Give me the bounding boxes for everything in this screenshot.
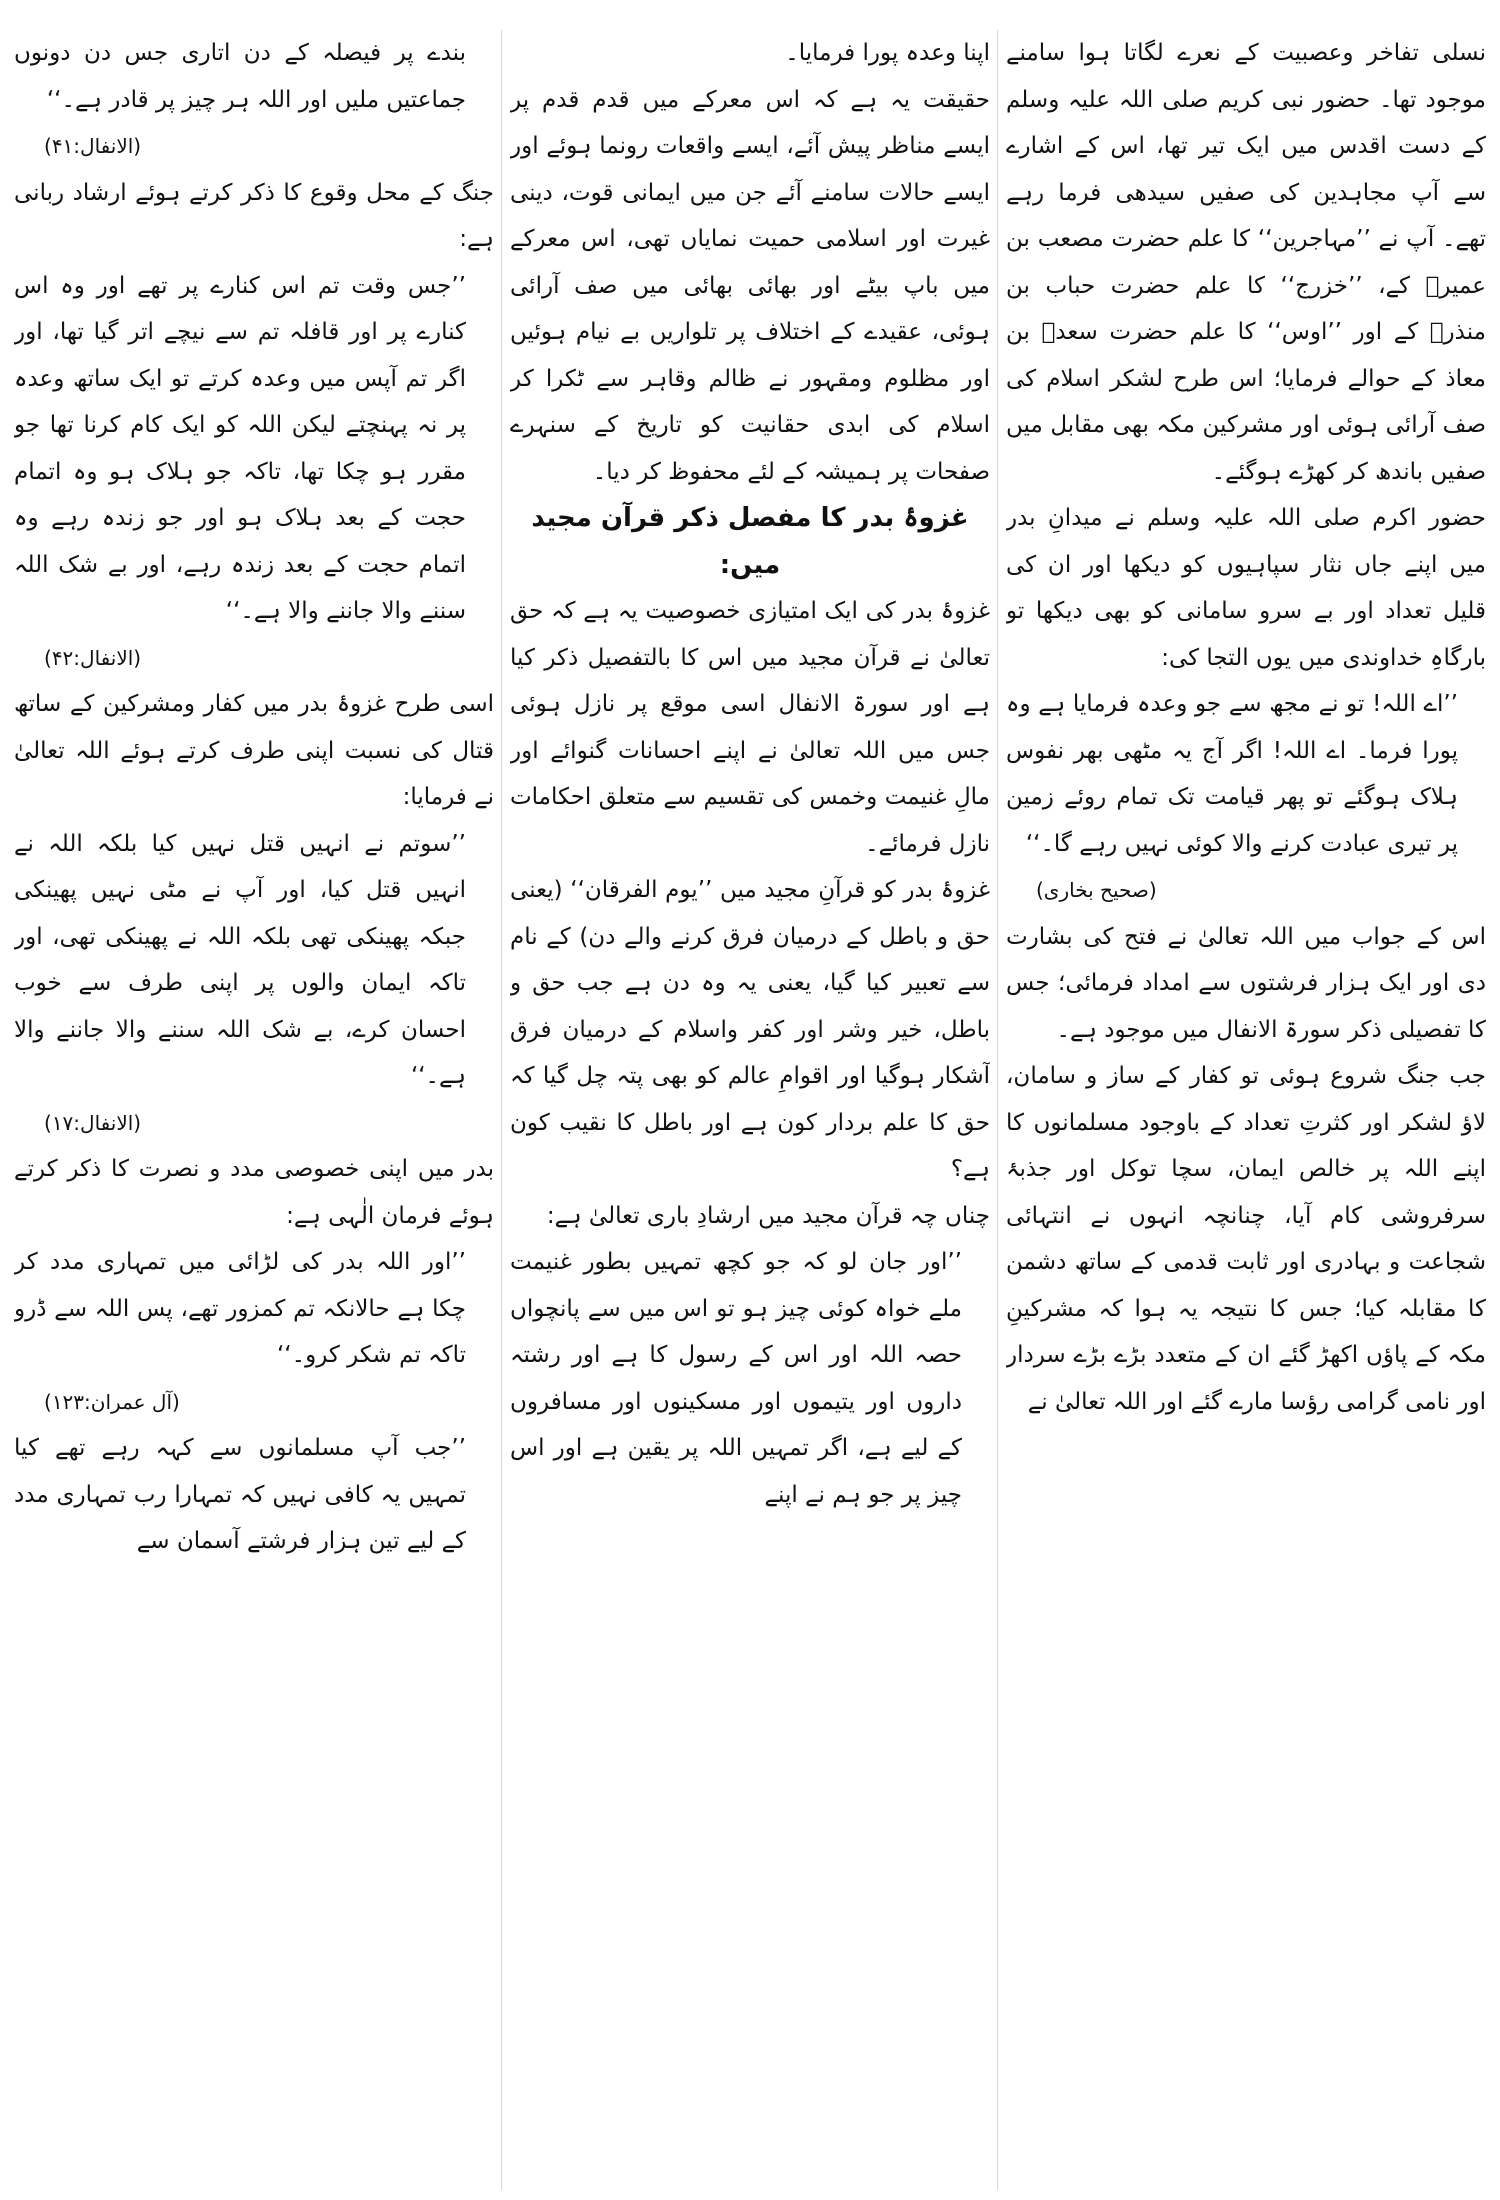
verse-reference: (صحیح بخاری) bbox=[1036, 878, 1157, 902]
paragraph-text: اس کے جواب میں اللہ تعالیٰ نے فتح کی بشارت دی اور ایک ہزار فرشتوں سے امداد فرمائی؛ جس کا تفصیلی ذکر سورۃ الانفال میں موجود ہے۔ bbox=[1006, 923, 1486, 1043]
column-divider bbox=[997, 30, 998, 2190]
quoted-verse bbox=[14, 1425, 494, 1565]
paragraph-text: اسی طرح غزوۂ بدر میں کفار ومشرکین کے ساتھ قتال کی نسبت اپنی طرف کرتے ہوئے اللہ تعالیٰ نے فرمایا: bbox=[14, 691, 494, 810]
paragraph-text: حقیقت یہ ہے کہ اس معرکے میں قدم قدم پر ایسے مناظر پیش آئے، ایسے واقعات رونما ہوئے اور ایسے حالات سامنے آئے جن میں ایمانی قوت، دینی غیرت اور اسلامی حمیت نمایاں تھی، اس معرکے میں باپ بیٹے اور بھائی بھائی میں صف آرائی ہوئی، عقیدے کے اختلاف پر تلواریں بے نیام ہوئیں اور مظلوم ومقہور نے ظالم وقاہر سے ٹکرا کر اسلام کی ابدی حقانیت کو تاریخ کے سنہرے صفحات پر ہمیشہ کے لئے محفوظ کر دیا۔ bbox=[510, 86, 990, 485]
paragraph-text: ’’جس وقت تم اس کنارے پر تھے اور وہ اس کنارے پر اور قافلہ تم سے نیچے اتر گیا تھا، اور اگر تم آپس میں وعدہ کرتے تو ایک ساتھ وعدہ پر نہ پہنچتے لیکن اللہ کو ایک کام کرنا تھا جو مقرر ہو چکا تھا، تاکہ جو ہلاک ہو وہ اتمام حجت کے بعد ہلاک ہو اور جو زندہ رہے وہ اتمام حجت کے بعد زندہ رہے، اور بے شک اللہ سننے والا جاننے والا ہے۔‘‘ bbox=[14, 272, 466, 624]
quoted-verse bbox=[14, 1239, 494, 1425]
paragraph-text: بدر میں اپنی خصوصی مدد و نصرت کا ذکر کرتے ہوئے فرمان الٰہی ہے: bbox=[14, 1156, 494, 1229]
right-column bbox=[1006, 30, 1486, 2190]
paragraph-text: نسلی تفاخر وعصبیت کے نعرے لگاتا ہوا سامنے موجود تھا۔ حضور نبی کریم صلی اللہ علیہ وسلم کے دست اقدس میں ایک تیر تھا، اس کے اشارے سے آپ مجاہدین کی صفیں سیدھی فرما رہے تھے۔ آپ نے ’’مہاجرین‘‘ کا علم حضرت مصعب بن عمیرؓ کے، ’’خزرج‘‘ کا علم حضرت حباب بن منذرؓ کے اور ’’اوس‘‘ کا علم حضرت سعدؓ بن معاذ کے حوالے فرمایا؛ اس طرح لشکر اسلام کی صف آرائی ہوئی اور مشرکین مکہ بھی مقابل میں صفیں باندھ کر کھڑے ہوگئے۔ bbox=[1006, 40, 1486, 485]
paragraph bbox=[510, 1193, 990, 1240]
paragraph bbox=[14, 681, 494, 821]
column-divider bbox=[501, 30, 502, 2190]
paragraph bbox=[1006, 1053, 1486, 1425]
paragraph-text: ’’اور اللہ بدر کی لڑائی میں تمہاری مدد کر چکا ہے حالانکہ تم کمزور تھے، پس اللہ سے ڈرو تاکہ تم شکر کرو۔‘‘ bbox=[14, 1249, 466, 1368]
paragraph bbox=[510, 77, 990, 496]
verse-reference: (الانفال:۴۲) bbox=[44, 645, 142, 670]
paragraph-text: اپنا وعدہ پورا فرمایا۔ bbox=[785, 40, 990, 66]
quoted-verse bbox=[1006, 681, 1486, 914]
quoted-verse bbox=[510, 1239, 990, 1518]
left-column bbox=[14, 30, 494, 2190]
paragraph bbox=[1006, 495, 1486, 681]
paragraph-text: ’’جب آپ مسلمانوں سے کہہ رہے تھے کیا تمہیں یہ کافی نہیں کہ تمہارا رب تمہاری مدد کے لیے تین ہزار فرشتے آسمان سے bbox=[14, 1435, 466, 1554]
paragraph bbox=[510, 867, 990, 1193]
section-heading bbox=[510, 495, 990, 588]
paragraph-text: جب جنگ شروع ہوئی تو کفار کے ساز و سامان، لاؤ لشکر اور کثرتِ تعداد کے باوجود مسلمانوں کا اپنے اللہ پر خالص ایمان، سچا توکل اور جذبۂ سرفروشی کام آیا، چنانچہ انہوں نے انتہائی شجاعت و بہادری اور ثابت قدمی کے ساتھ دشمن کا مقابلہ کیا؛ جس کا نتیجہ یہ ہوا کہ مشرکینِ مکہ کے پاؤں اکھڑ گئے ان کے متعدد بڑے بڑے سردار اور نامی گرامی رؤسا مارے گئے اور اللہ تعالیٰ نے bbox=[1006, 1063, 1486, 1415]
paragraph-text: حضور اکرم صلی اللہ علیہ وسلم نے میدانِ بدر میں اپنے جاں نثار سپاہیوں کو دیکھا اور ان کی قلیل تعداد اور بے سرو سامانی کو بھی دیکھا تو بارگاہِ خداوندی میں یوں التجا کی: bbox=[1006, 505, 1486, 671]
paragraph-text: ’’سوتم نے انہیں قتل نہیں کیا بلکہ اللہ نے انہیں قتل کیا، اور آپ نے مٹی نہیں پھینکی جبکہ پھینکی تھی بلکہ اللہ نے پھینکی تھی، اور تاکہ ایمان والوں پر اپنی طرف سے خوب احسان کرے، بے شک اللہ سننے والا جاننے والا ہے۔‘‘ bbox=[14, 830, 466, 1089]
paragraph-text: غزوۂ بدر کی ایک امتیازی خصوصیت یہ ہے کہ حق تعالیٰ نے قرآن مجید میں اس کا بالتفصیل ذکر کیا ہے اور سورۃ الانفال اسی موقع پر نازل ہوئی جس میں اللہ تعالیٰ نے اپنے احسانات گنوائے اور مالِ غنیمت وخمس کی تقسیم سے متعلق احکامات نازل فرمائے۔ bbox=[510, 598, 990, 857]
verse-reference: (الانفال:۴۱) bbox=[44, 134, 142, 158]
verse-reference: (آل عمران:۱۲۳) bbox=[44, 1389, 180, 1414]
paragraph-text: بندے پر فیصلہ کے دن اتاری جس دن دونوں جماعتیں ملیں اور اللہ ہر چیز پر قادر ہے۔‘‘ bbox=[14, 40, 466, 113]
paragraph-text: ’’اور جان لو کہ جو کچھ تمہیں بطور غنیمت ملے خواہ کوئی چیز ہو تو اس میں سے پانچواں حصہ اللہ اور اس کے رسول کا ہے اور رشتہ داروں اور یتیموں اور مسکینوں اور مسافروں کے لیے ہے، اگر تمہیں اللہ پر یقین ہے اور اس چیز پر جو ہم نے اپنے bbox=[510, 1249, 962, 1508]
paragraph bbox=[1006, 30, 1486, 495]
paragraph-text: ’’اے اللہ! تو نے مجھ سے جو وعدہ فرمایا ہے وہ پورا فرما۔ اے اللہ! اگر آج یہ مٹھی بھر نفوس ہلاک ہوگئے تو پھر قیامت تک تمام روئے زمین پر تیری عبادت کرنے والا کوئی نہیں رہے گا۔‘‘ bbox=[1006, 691, 1458, 857]
heading-text: غزوۂ بدر کا مفصل ذکر قرآن مجید میں: bbox=[531, 503, 969, 580]
quoted-verse bbox=[14, 30, 494, 170]
verse-reference: (الانفال:۱۷) bbox=[44, 1110, 142, 1135]
quoted-verse bbox=[14, 821, 494, 1147]
paragraph bbox=[510, 588, 990, 867]
paragraph-text: جنگ کے محل وقوع کا ذکر کرتے ہوئے ارشاد ربانی ہے: bbox=[14, 179, 494, 252]
quoted-verse bbox=[14, 263, 494, 682]
paragraph-text: غزوۂ بدر کو قرآنِ مجید میں ’’یوم الفرقان‘‘ (یعنی حق و باطل کے درمیان فرق کرنے والے دن) کے نام سے تعبیر کیا گیا، یعنی یہ وہ دن ہے جب حق و باطل، خیر وشر اور کفر واسلام کے درمیان فرق آشکار ہوگیا اور اقوامِ عالم کو بھی پتہ چل گیا کہ حق کا علم بردار کون ہے اور باطل کا نقیب کون ہے؟ bbox=[510, 877, 990, 1182]
paragraph bbox=[14, 170, 494, 263]
paragraph bbox=[510, 30, 990, 77]
newspaper-page bbox=[14, 30, 1486, 2190]
middle-column bbox=[510, 30, 990, 2190]
paragraph bbox=[14, 1146, 494, 1239]
paragraph bbox=[1006, 914, 1486, 1054]
paragraph-text: چناں چہ قرآن مجید میں ارشادِ باری تعالیٰ ہے: bbox=[546, 1202, 990, 1229]
